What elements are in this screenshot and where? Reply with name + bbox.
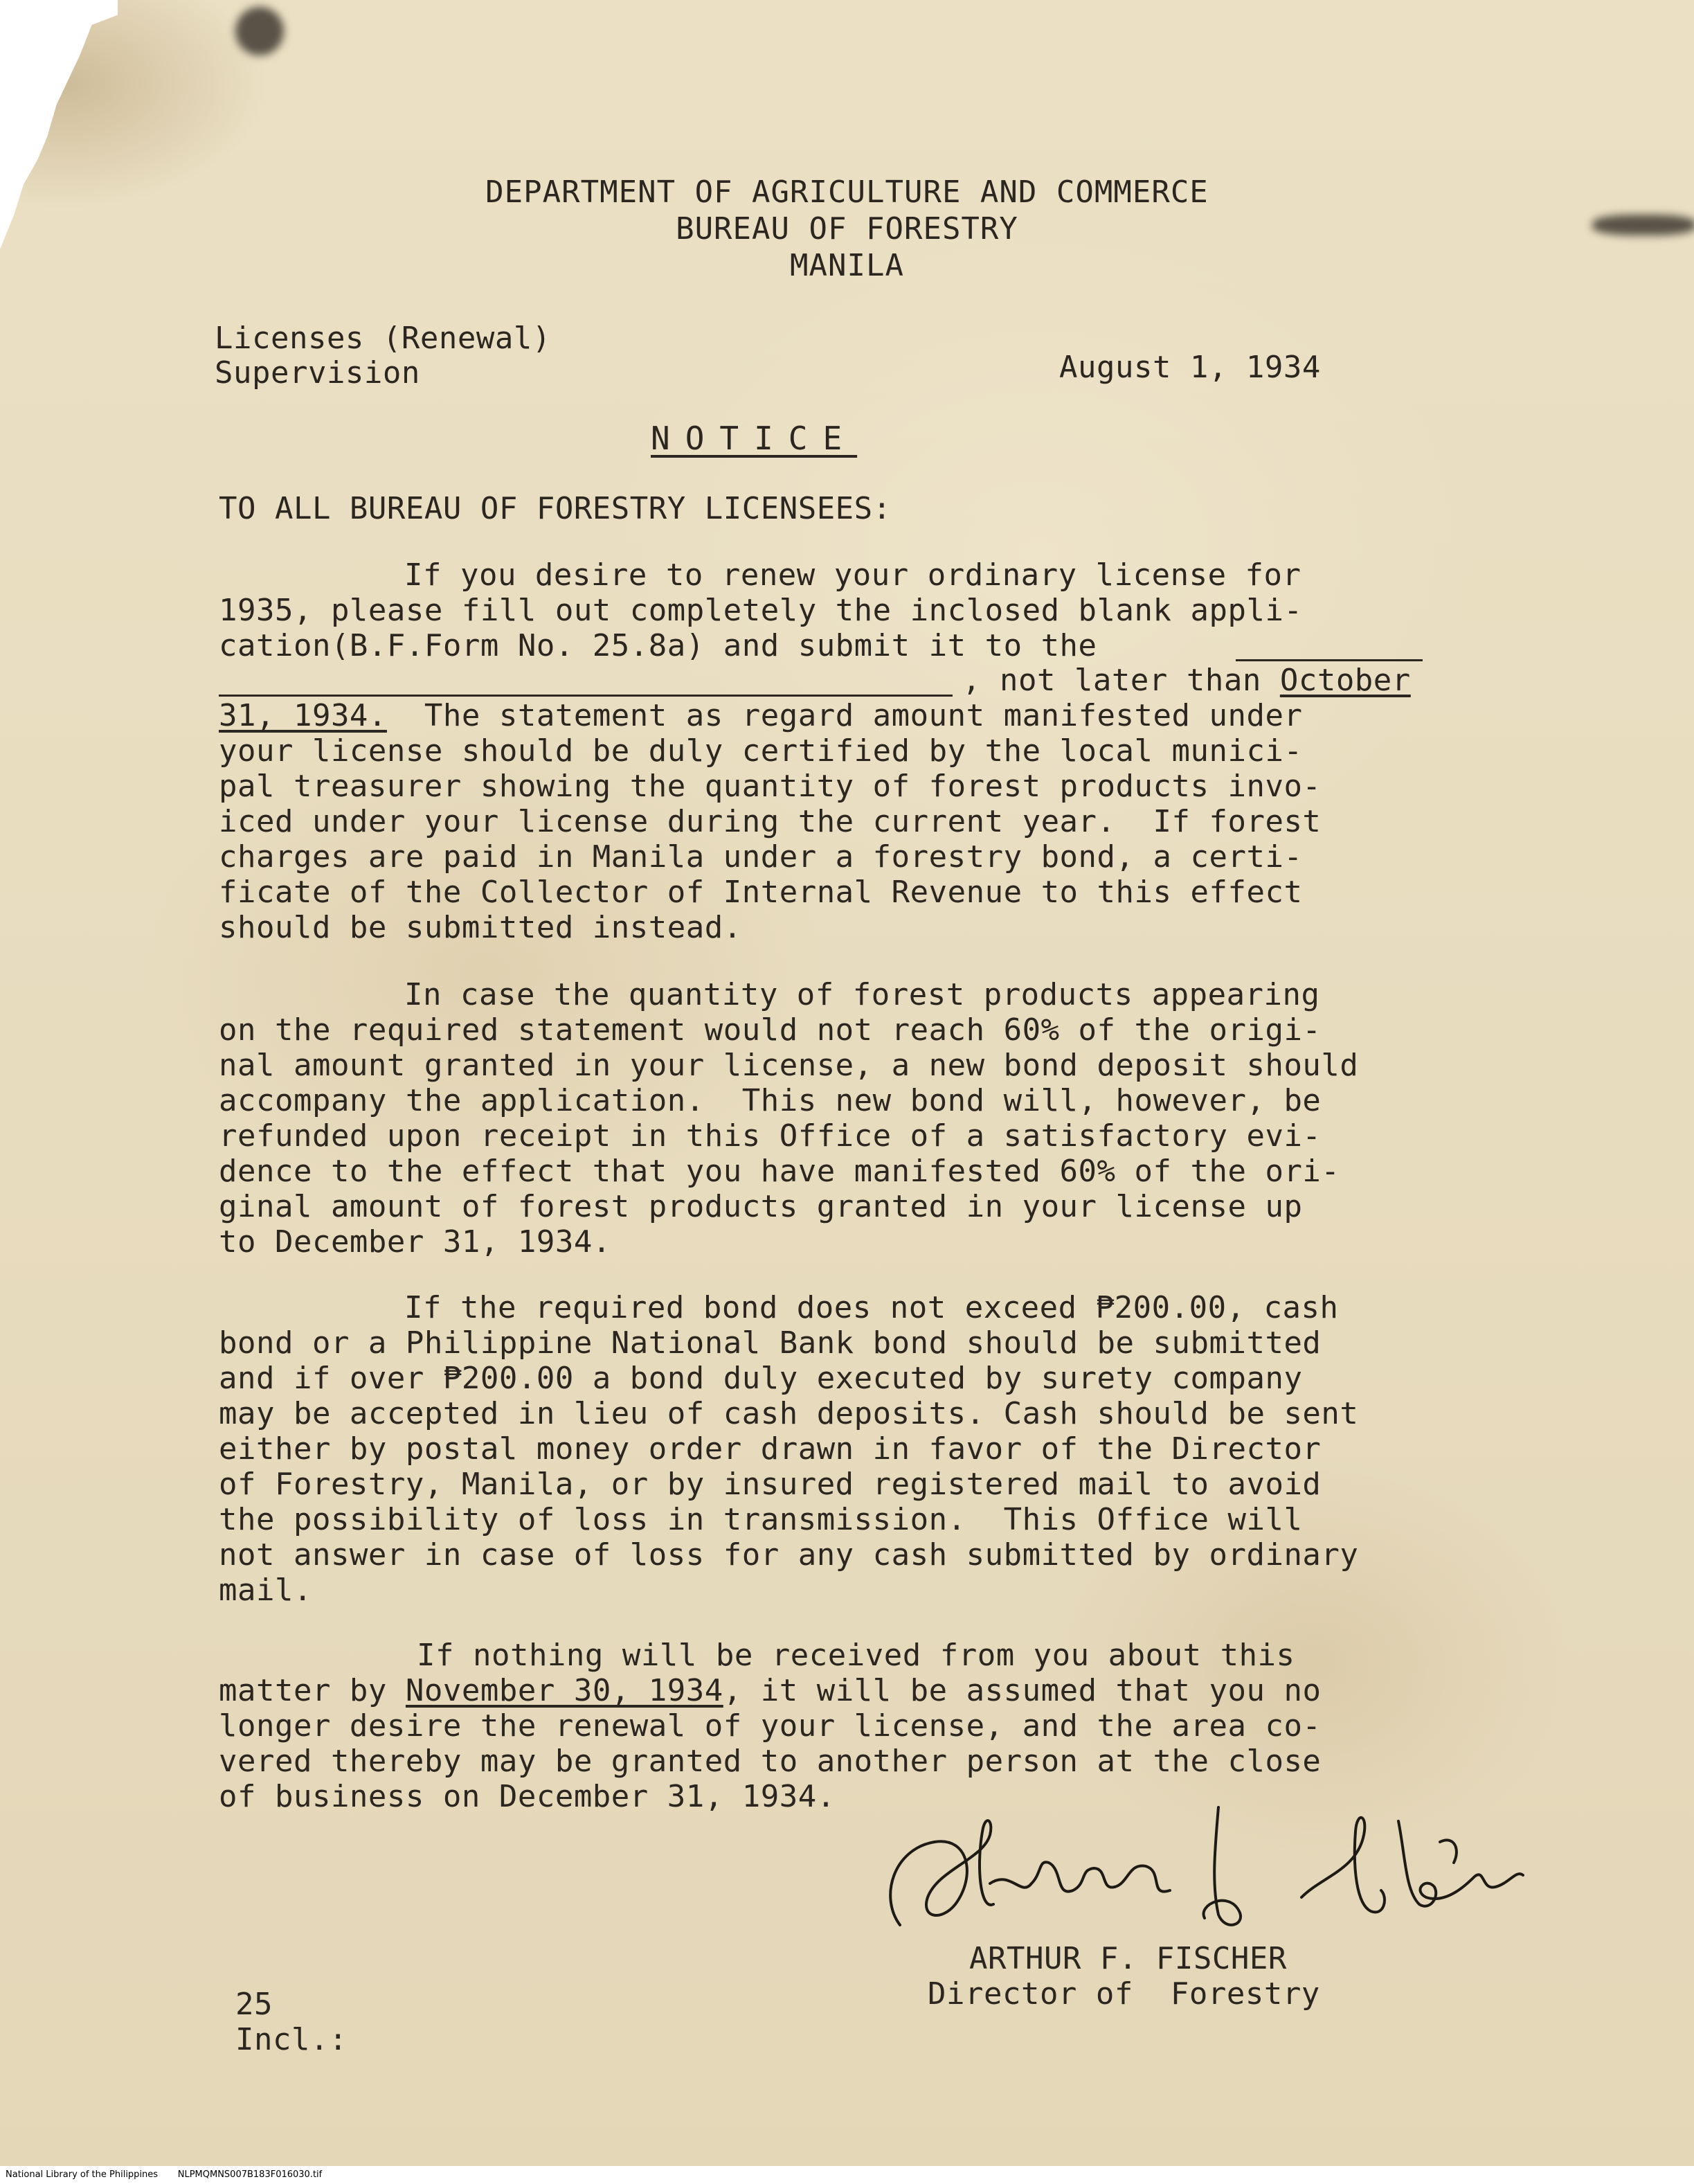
paragraph-1-line: cation(B.F.Form No. 25.8a) and submit it to the — [219, 628, 1097, 663]
paragraph-1-line: pal treasurer showing the quantity of forest products invo- — [219, 769, 1322, 804]
scan-footer — [0, 2166, 1694, 2184]
notice-title: NOTICE — [651, 420, 858, 457]
paragraph-2-line: refunded upon receipt in this Office of a satisfactory evi- — [219, 1118, 1322, 1154]
paragraph-2-line: dence to the effect that you have manifested 60% of the ori- — [219, 1154, 1340, 1189]
paragraph-1-line — [219, 699, 1302, 733]
paragraph-3-line: of Forestry, Manila, or by insured registered mail to avoid — [219, 1467, 1322, 1502]
blank-field-line — [1236, 659, 1423, 661]
ink-smudge — [235, 7, 284, 55]
paragraph-3-line: not answer in case of loss for any cash submitted by ordinary — [219, 1537, 1359, 1573]
paragraph-1-line: 1935, please fill out completely the inclosed blank appli- — [219, 593, 1303, 628]
paragraph-1-line — [962, 663, 1411, 698]
deadline-prefix: , not later than — [962, 663, 1261, 698]
paragraph-3-line: bond or a Philippine National Bank bond should be submitted — [219, 1325, 1322, 1361]
salutation: TO ALL BUREAU OF FORESTRY LICENSEES: — [219, 491, 892, 526]
subject-line-2: Supervision — [215, 355, 420, 391]
reference-number: 25 — [235, 1987, 273, 2022]
matter-by-text: matter by — [219, 1673, 387, 1708]
paragraph-4-line: longer desire the renewal of your license, and the area co- — [219, 1708, 1322, 1744]
paragraph-2-line: ginal amount of forest products granted in your license up — [219, 1189, 1303, 1224]
paragraph-4-line: vered thereby may be granted to another person at the close — [219, 1744, 1322, 1779]
assumption-text: , it will be assumed that you no — [723, 1673, 1322, 1708]
signatory-title: Director of Forestry — [928, 1976, 1320, 2012]
paragraph-3-line: and if over ₱200.00 a bond duly executed by surety company — [219, 1361, 1303, 1396]
paragraph-3-line: the possibility of loss in transmission. This Office will — [219, 1502, 1303, 1537]
paragraph-2-line: accompany the application. This new bond will, however, be — [219, 1083, 1322, 1118]
paragraph-3-line: If the required bond does not exceed ₱200.00, cash — [404, 1290, 1339, 1325]
letter-date: August 1, 1934 — [1059, 350, 1321, 385]
paragraph-4-line: of business on December 31, 1934. — [219, 1779, 836, 1814]
paragraph-1-line: ficate of the Collector of Internal Revenue to this effect — [219, 875, 1303, 910]
department-heading: DEPARTMENT OF AGRICULTURE AND COMMERCE — [485, 174, 1209, 210]
paragraph-2-line: on the required statement would not reach 60% of the origi- — [219, 1012, 1322, 1048]
paragraph-3-line: either by postal money order drawn in favor of the Director — [219, 1431, 1322, 1467]
blank-field-line — [219, 695, 953, 697]
deadline-date: 31, 1934. — [219, 698, 387, 733]
paragraph-1-line: If you desire to renew your ordinary license for — [404, 557, 1301, 593]
paragraph-3-line: may be accepted in lieu of cash deposits. Cash should be sent — [219, 1396, 1359, 1431]
paragraph-4-line — [219, 1674, 1321, 1708]
paragraph-1-line: your license should be duly certified by the local munici- — [219, 733, 1303, 769]
scan-file-id: NLPMQMNS007B183F016030.tif — [177, 2169, 323, 2180]
paragraph-1-line: should be submitted instead. — [219, 910, 742, 945]
handwritten-signature — [872, 1793, 1537, 1953]
deadline-month: October — [1279, 663, 1411, 698]
subject-line-1: Licenses (Renewal) — [215, 321, 551, 356]
paragraph-4-line: If nothing will be received from you about this — [417, 1638, 1295, 1673]
paragraph-2-line: to December 31, 1934. — [219, 1224, 611, 1260]
paragraph-2-line: nal amount granted in your license, a new bond deposit should — [219, 1048, 1359, 1083]
signatory-name: ARTHUR F. FISCHER — [969, 1941, 1287, 1976]
bureau-heading: BUREAU OF FORESTRY — [676, 211, 1018, 247]
library-credit: National Library of the Philippines — [6, 2169, 159, 2180]
paragraph-2-line: In case the quantity of forest products appearing — [404, 977, 1320, 1012]
statement-text: The statement as regard amount manifested under — [424, 698, 1303, 733]
city-heading: MANILA — [790, 248, 904, 283]
paragraph-1-line: charges are paid in Manila under a forestry bond, a certi- — [219, 839, 1303, 875]
paragraph-3-line: mail. — [219, 1573, 312, 1608]
paragraph-1-line: iced under your license during the current year. If forest — [219, 804, 1322, 839]
enclosure-label: Incl.: — [235, 2022, 348, 2057]
reply-deadline: November 30, 1934 — [405, 1673, 723, 1708]
